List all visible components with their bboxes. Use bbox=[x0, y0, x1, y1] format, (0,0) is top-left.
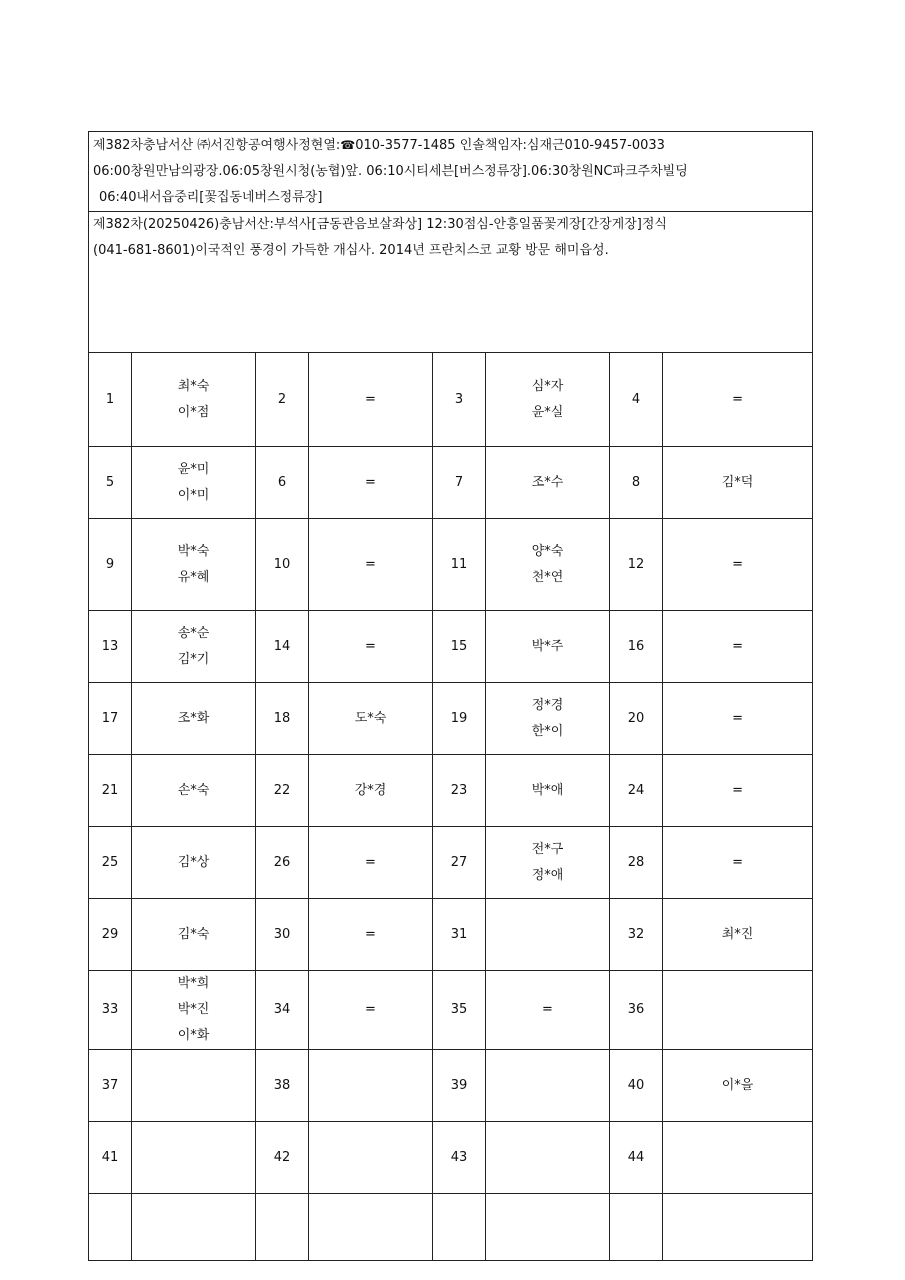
passenger-name: 정*경 bbox=[531, 697, 564, 713]
passenger-name: 박*희 bbox=[177, 976, 210, 991]
passenger-name: 김*덕 bbox=[721, 474, 754, 490]
passenger-name: 최*진 bbox=[721, 926, 754, 942]
header-line-5: (041-681-8601)이국적인 풍경이 가득한 개심사. 2014년 프란치스코 교황 방문 해미읍성. bbox=[93, 243, 609, 258]
seat-passenger-names bbox=[486, 755, 610, 827]
seat-number: 6 bbox=[256, 447, 309, 519]
seat-row bbox=[89, 519, 813, 611]
passenger-name: 전*구 bbox=[531, 841, 564, 857]
seat-number: 26 bbox=[256, 827, 309, 899]
seat-passenger-names bbox=[663, 971, 813, 1050]
passenger-name: 윤*미 bbox=[177, 461, 210, 477]
seat-number: 34 bbox=[256, 971, 309, 1050]
passenger-name: 김*상 bbox=[177, 854, 210, 870]
seat-number: 31 bbox=[433, 899, 486, 971]
seat-number: 9 bbox=[89, 519, 132, 611]
seat-number: 23 bbox=[433, 755, 486, 827]
passenger-name: 이*미 bbox=[177, 487, 210, 503]
seat-number: 18 bbox=[256, 683, 309, 755]
seat-passenger-names bbox=[132, 611, 256, 683]
seat-passenger-names bbox=[486, 353, 610, 447]
seat-number: 11 bbox=[433, 519, 486, 611]
seat-passenger-names bbox=[663, 1050, 813, 1122]
seat-number: 44 bbox=[610, 1122, 663, 1194]
passenger-name: 강*경 bbox=[354, 782, 387, 798]
passenger-name: 유*혜 bbox=[177, 569, 210, 585]
seat-passenger-names bbox=[663, 899, 813, 971]
seat-number: 5 bbox=[89, 447, 132, 519]
header-line-1: 제382차충남서산 ㈜서진항공여행사정현열:☎010-3577-1485 인솔책임자:심재근010-9457-0033 bbox=[93, 138, 665, 153]
seat-row bbox=[89, 1122, 813, 1194]
seat-number: 10 bbox=[256, 519, 309, 611]
seat-number: 16 bbox=[610, 611, 663, 683]
passenger-name: = bbox=[732, 391, 743, 407]
header-line-3: 06:40내서읍중리[꽃집동네버스정류장] bbox=[99, 190, 323, 205]
seat-passenger-names bbox=[132, 1050, 256, 1122]
passenger-name: = bbox=[732, 638, 743, 654]
passenger-name: 송*순 bbox=[177, 625, 210, 641]
passenger-name: 박*숙 bbox=[177, 543, 210, 559]
seat-passenger-names bbox=[132, 971, 256, 1050]
passenger-name: 이*을 bbox=[721, 1077, 754, 1093]
seat-row bbox=[89, 447, 813, 519]
passenger-name: 윤*실 bbox=[531, 404, 564, 420]
seat-number: 41 bbox=[89, 1122, 132, 1194]
seat-row bbox=[89, 827, 813, 899]
passenger-name: 이*화 bbox=[177, 1028, 210, 1043]
seat-passenger-names bbox=[486, 1194, 610, 1261]
passenger-name: = bbox=[365, 926, 376, 942]
seat-number: 2 bbox=[256, 353, 309, 447]
seat-passenger-names bbox=[132, 353, 256, 447]
departure-info-cell bbox=[89, 132, 813, 212]
passenger-name: 박*진 bbox=[177, 1002, 210, 1017]
seat-passenger-names bbox=[309, 683, 433, 755]
passenger-name: = bbox=[365, 556, 376, 572]
seat-row bbox=[89, 1194, 813, 1261]
seat-number: 33 bbox=[89, 971, 132, 1050]
seat-passenger-names bbox=[309, 899, 433, 971]
passenger-name: 조*화 bbox=[177, 710, 210, 726]
seat-number: 42 bbox=[256, 1122, 309, 1194]
seat-number: 35 bbox=[433, 971, 486, 1050]
seat-number: 3 bbox=[433, 353, 486, 447]
seat-passenger-names bbox=[663, 353, 813, 447]
seat-passenger-names bbox=[486, 1050, 610, 1122]
passenger-name: 손*숙 bbox=[177, 782, 210, 798]
seat-number: 30 bbox=[256, 899, 309, 971]
seat-number bbox=[610, 1194, 663, 1261]
seat-passenger-names bbox=[309, 447, 433, 519]
seat-passenger-names bbox=[486, 827, 610, 899]
passenger-name: 심*자 bbox=[531, 378, 564, 394]
seat-row bbox=[89, 683, 813, 755]
passenger-name: 양*숙 bbox=[531, 543, 564, 559]
seat-number: 24 bbox=[610, 755, 663, 827]
seat-passenger-names bbox=[663, 611, 813, 683]
seat-passenger-names bbox=[663, 755, 813, 827]
passenger-name: 조*수 bbox=[531, 474, 564, 490]
seat-number: 12 bbox=[610, 519, 663, 611]
seat-passenger-names bbox=[486, 1122, 610, 1194]
seat-number: 7 bbox=[433, 447, 486, 519]
seat-passenger-names bbox=[132, 519, 256, 611]
seat-row bbox=[89, 971, 813, 1050]
seat-passenger-names bbox=[309, 1194, 433, 1261]
passenger-name: = bbox=[542, 1002, 553, 1017]
seat-number: 20 bbox=[610, 683, 663, 755]
passenger-name: = bbox=[365, 391, 376, 407]
seat-passenger-names bbox=[309, 519, 433, 611]
passenger-name: = bbox=[365, 474, 376, 490]
passenger-name: = bbox=[732, 854, 743, 870]
seat-number: 19 bbox=[433, 683, 486, 755]
seat-number: 37 bbox=[89, 1050, 132, 1122]
seat-row bbox=[89, 611, 813, 683]
passenger-name: 정*애 bbox=[531, 867, 564, 883]
seat-number: 1 bbox=[89, 353, 132, 447]
itinerary-info-cell bbox=[89, 212, 813, 353]
seat-passenger-names bbox=[132, 827, 256, 899]
seat-number: 14 bbox=[256, 611, 309, 683]
passenger-name: 박*주 bbox=[531, 638, 564, 654]
passenger-name: 천*연 bbox=[531, 569, 564, 585]
seat-passenger-names bbox=[309, 1122, 433, 1194]
passenger-name: 최*숙 bbox=[177, 378, 210, 394]
passenger-name: = bbox=[732, 710, 743, 726]
header-line-2: 06:00창원만남의광장.06:05창원시청(농협)앞. 06:10시티세븐[버스정류장].06:30창원NC파크주차빌딩 bbox=[93, 164, 688, 179]
passenger-name: = bbox=[732, 782, 743, 798]
passenger-name: = bbox=[365, 638, 376, 654]
seat-number bbox=[89, 1194, 132, 1261]
seat-row bbox=[89, 353, 813, 447]
passenger-name: 박*애 bbox=[531, 782, 564, 798]
seat-passenger-names bbox=[663, 447, 813, 519]
seat-passenger-names bbox=[132, 683, 256, 755]
seat-number: 8 bbox=[610, 447, 663, 519]
seat-passenger-names bbox=[486, 683, 610, 755]
seat-row bbox=[89, 899, 813, 971]
seat-passenger-names bbox=[663, 519, 813, 611]
seat-number: 40 bbox=[610, 1050, 663, 1122]
seat-passenger-names bbox=[486, 611, 610, 683]
seating-table bbox=[88, 131, 813, 1261]
passenger-name: = bbox=[365, 854, 376, 870]
seat-number bbox=[433, 1194, 486, 1261]
seat-number: 28 bbox=[610, 827, 663, 899]
seat-passenger-names bbox=[132, 1194, 256, 1261]
seat-passenger-names bbox=[309, 611, 433, 683]
seat-passenger-names bbox=[486, 899, 610, 971]
seat-passenger-names bbox=[132, 755, 256, 827]
seat-number: 17 bbox=[89, 683, 132, 755]
seat-number: 15 bbox=[433, 611, 486, 683]
seat-passenger-names bbox=[663, 683, 813, 755]
passenger-name: 김*기 bbox=[177, 651, 210, 667]
seat-number: 25 bbox=[89, 827, 132, 899]
seat-number: 13 bbox=[89, 611, 132, 683]
seat-passenger-names bbox=[486, 971, 610, 1050]
seat-number: 39 bbox=[433, 1050, 486, 1122]
header-line-4: 제382차(20250426)충남서산:부석사[금동관음보살좌상] 12:30점심-안흥일품꽃게장[간장게장]정식 bbox=[93, 217, 667, 232]
passenger-name: = bbox=[732, 556, 743, 572]
seat-number bbox=[256, 1194, 309, 1261]
seat-passenger-names bbox=[663, 1194, 813, 1261]
seat-number: 22 bbox=[256, 755, 309, 827]
seat-number: 32 bbox=[610, 899, 663, 971]
seat-passenger-names bbox=[486, 519, 610, 611]
passenger-name: 김*숙 bbox=[177, 926, 210, 942]
seat-row bbox=[89, 755, 813, 827]
seat-number: 29 bbox=[89, 899, 132, 971]
seat-passenger-names bbox=[132, 1122, 256, 1194]
seat-number: 27 bbox=[433, 827, 486, 899]
passenger-name: 도*숙 bbox=[354, 710, 387, 726]
passenger-name: 이*점 bbox=[177, 404, 210, 420]
seat-passenger-names bbox=[486, 447, 610, 519]
passenger-name: = bbox=[365, 1002, 376, 1017]
seat-number: 43 bbox=[433, 1122, 486, 1194]
passenger-name: 한*이 bbox=[531, 723, 564, 739]
seat-row bbox=[89, 1050, 813, 1122]
seat-passenger-names bbox=[309, 971, 433, 1050]
seat-number: 4 bbox=[610, 353, 663, 447]
telephone-icon: ☎ bbox=[340, 138, 356, 152]
seat-number: 21 bbox=[89, 755, 132, 827]
seat-passenger-names bbox=[132, 447, 256, 519]
seat-passenger-names bbox=[309, 827, 433, 899]
seat-passenger-names bbox=[132, 899, 256, 971]
seat-passenger-names bbox=[309, 1050, 433, 1122]
seat-passenger-names bbox=[663, 827, 813, 899]
seat-number: 36 bbox=[610, 971, 663, 1050]
seat-passenger-names bbox=[663, 1122, 813, 1194]
seat-number: 38 bbox=[256, 1050, 309, 1122]
seat-passenger-names bbox=[309, 353, 433, 447]
seat-passenger-names bbox=[309, 755, 433, 827]
